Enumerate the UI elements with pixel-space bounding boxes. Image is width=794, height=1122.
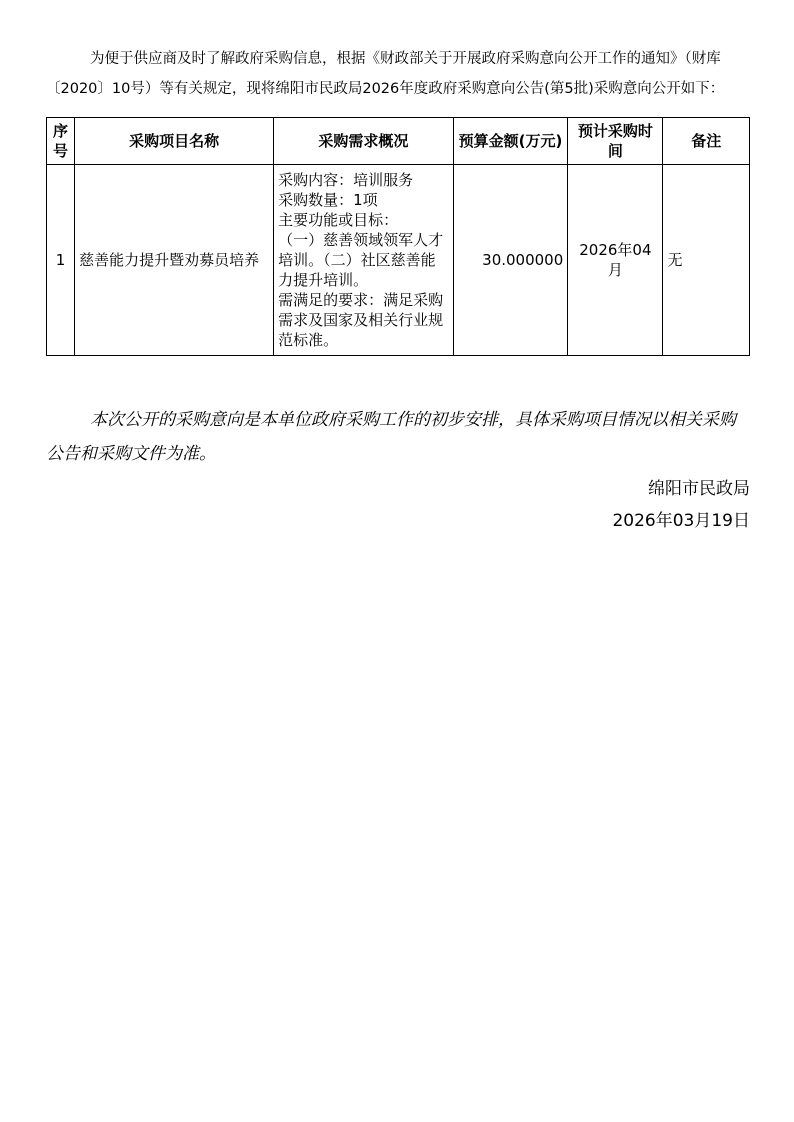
desc-line: 主要功能或目标： xyxy=(278,211,399,229)
header-time: 预计采购时间 xyxy=(568,118,663,165)
header-desc: 采购需求概况 xyxy=(274,118,454,165)
issuing-organization: 绵阳市民政局 xyxy=(648,479,750,499)
header-note: 备注 xyxy=(663,118,750,165)
header-name: 采购项目名称 xyxy=(75,118,274,165)
header-budget: 预算金额(万元) xyxy=(453,118,568,165)
cell-note: 无 xyxy=(663,165,750,356)
intro-paragraph: 为便于供应商及时了解政府采购信息，根据《财政部关于开展政府采购意向公开工作的通知》（财库〔2020〕10号）等有关规定，现将绵阳市民政局2026年度政府采购意向公告(第5批)采购意向公开如下： xyxy=(46,51,725,97)
table-row xyxy=(47,165,750,356)
desc-line: （一）慈善领域领军人才培训。（二）社区慈善能力提升培训。 xyxy=(278,231,444,289)
closing-paragraph: 本次公开的采购意向是本单位政府采购工作的初步安排，具体采购项目情况以相关采购公告和采购文件为准。 xyxy=(46,410,736,464)
desc-line: 采购数量：1项 xyxy=(278,191,378,209)
procurement-table xyxy=(46,117,750,356)
table-header-row xyxy=(47,118,750,165)
cell-time: 2026年04月 xyxy=(568,165,663,356)
cell-name: 慈善能力提升暨劝募员培养 xyxy=(75,165,274,356)
issue-date: 2026年03月19日 xyxy=(612,511,750,531)
header-no: 序号 xyxy=(47,118,75,165)
cell-budget: 30.000000 xyxy=(453,165,568,356)
desc-line: 需满足的要求：满足采购需求及国家及相关行业规范标准。 xyxy=(278,291,444,349)
desc-line: 采购内容：培训服务 xyxy=(278,171,414,189)
cell-desc xyxy=(274,165,454,356)
cell-no: 1 xyxy=(47,165,75,356)
